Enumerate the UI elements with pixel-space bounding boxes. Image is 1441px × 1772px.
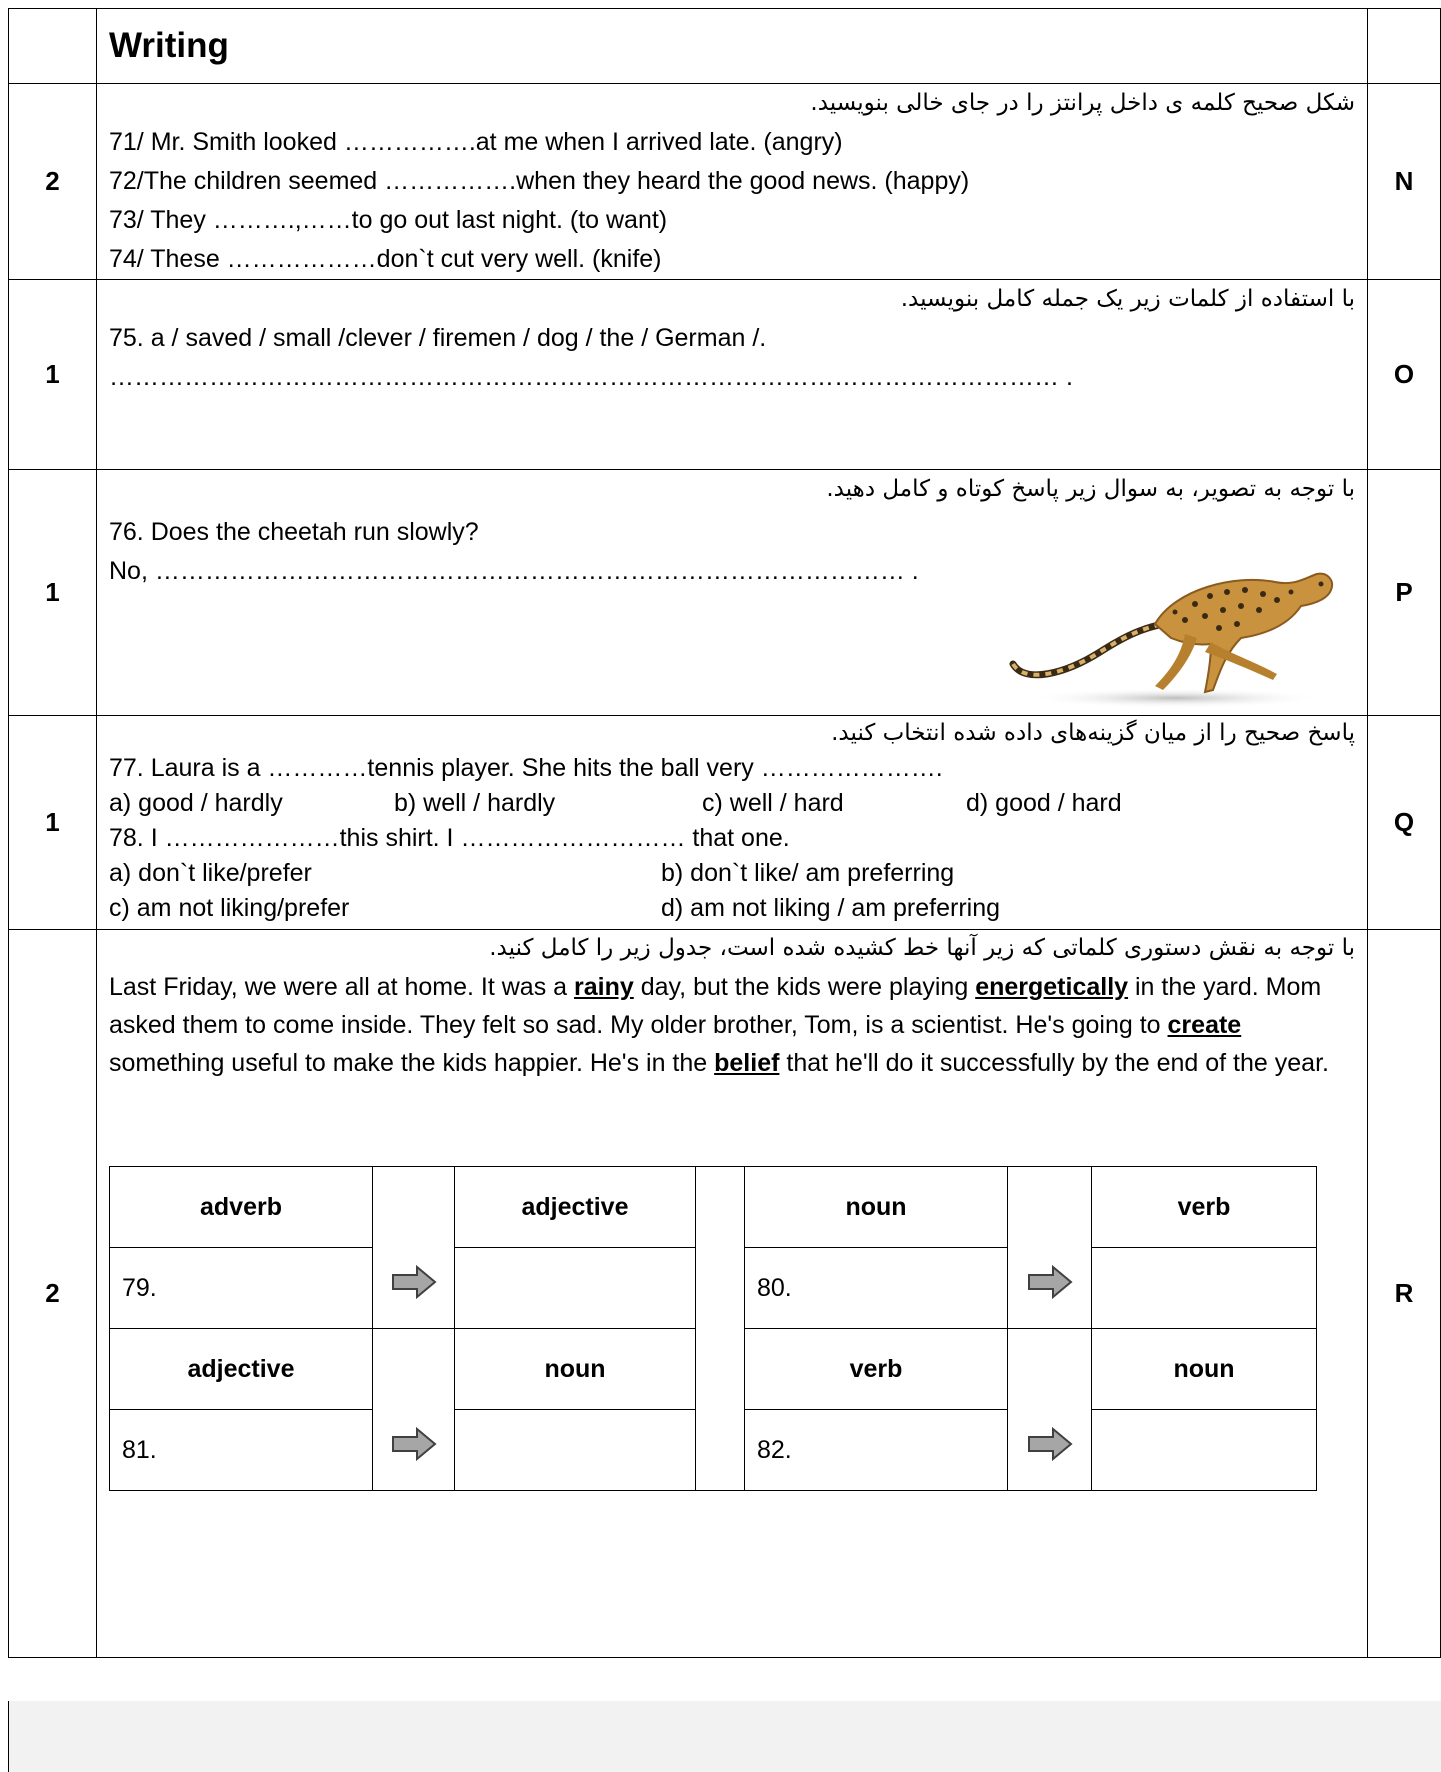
options-78-row2 — [109, 891, 1355, 926]
option-78-b: b) don`t like/ am preferring — [661, 859, 955, 887]
section-n — [9, 84, 1441, 280]
section-title: Writing — [109, 26, 229, 65]
score-n: 2 — [9, 84, 97, 280]
question-77: 77. Laura is a …………tennis player. She hits the ball very …………………. — [109, 754, 943, 782]
paragraph-text-4: something useful to make the kids happier. He's in the — [109, 1049, 715, 1077]
option-78-a: a) don`t like/prefer — [109, 859, 312, 887]
question-71: 71/ Mr. Smith looked …………….at me when I arrived late. (angry) — [109, 128, 843, 156]
grid-arrow-cell-4 — [1008, 1329, 1092, 1491]
options-78-row1 — [109, 856, 1355, 891]
content-r — [97, 930, 1368, 1658]
option-77-a: a) good / hardly — [109, 789, 283, 817]
underlined-word-belief: belief — [714, 1049, 780, 1077]
option-77-d: d) good / hard — [966, 789, 1122, 817]
grid-head-noun: noun — [745, 1167, 1008, 1248]
letter-o: O — [1368, 280, 1441, 470]
answer-cell-81[interactable]: 81. — [110, 1410, 373, 1491]
content-o — [97, 280, 1368, 470]
section-q — [9, 716, 1441, 930]
paragraph-text-3: in the yard. Mom asked them to come inside. They felt so sad. My older brother, Tom, is a scientist. He's going to — [109, 973, 1322, 1039]
section-r — [9, 930, 1441, 1658]
content-n — [97, 84, 1368, 280]
content-q — [97, 716, 1368, 930]
answer-cell-79-result[interactable] — [455, 1248, 696, 1329]
instruction-n: شکل صحیح کلمه ی داخل پرانتز را در جای خالی بنویسید. — [810, 90, 1355, 116]
section-p — [9, 470, 1441, 716]
underlined-word-rainy: rainy — [574, 973, 634, 1001]
letter-p: P — [1368, 470, 1441, 716]
score-o: 1 — [9, 280, 97, 470]
grid-head-verb-2: verb — [745, 1329, 1008, 1410]
footer-area — [8, 1701, 1441, 1772]
grid-head-noun-3: noun — [1092, 1329, 1317, 1410]
letter-r: R — [1368, 930, 1441, 1658]
right-arrow-icon — [1027, 1265, 1073, 1299]
score-r: 2 — [9, 930, 97, 1658]
instruction-p: با توجه به تصویر، به سوال زیر پاسخ کوتاه و کامل دهید. — [826, 476, 1355, 502]
grid-row-1-heads — [110, 1167, 1317, 1248]
right-arrow-icon — [391, 1427, 437, 1461]
score-q: 1 — [9, 716, 97, 930]
letter-q: Q — [1368, 716, 1441, 930]
grid-head-adjective-2: adjective — [110, 1329, 373, 1410]
grid-head-adverb: adverb — [110, 1167, 373, 1248]
reading-paragraph — [109, 968, 1355, 1082]
grid-arrow-cell-2 — [1008, 1167, 1092, 1329]
header-title-cell — [97, 9, 1368, 84]
answer-cell-82[interactable]: 82. — [745, 1410, 1008, 1491]
instruction-r: با توجه به نقش دستوری کلماتی که زیر آنها خط کشیده شده است، جدول زیر را کامل کنید. — [489, 935, 1355, 961]
question-72: 72/The children seemed …………….when they heard the good news. (happy) — [109, 167, 970, 195]
paragraph-text-5: that he'll do it successfully by the end of the year. — [779, 1049, 1329, 1077]
writing-exam-table — [8, 8, 1441, 1658]
underlined-word-energetically: energetically — [975, 973, 1129, 1001]
content-p-wrap — [109, 470, 1355, 701]
grid-arrow-cell-3 — [373, 1329, 455, 1491]
option-77-c: c) well / hard — [702, 789, 844, 817]
question-75: 75. a / saved / small /clever / firemen / dog / the / German /. — [109, 324, 767, 352]
answer-cell-80[interactable]: 80. — [745, 1248, 1008, 1329]
section-o — [9, 280, 1441, 470]
underlined-word-create: create — [1167, 1011, 1242, 1039]
word-form-table — [109, 1166, 1317, 1491]
grid-head-verb: verb — [1092, 1167, 1317, 1248]
option-77-b: b) well / hardly — [394, 789, 556, 817]
answer-cell-79[interactable]: 79. — [110, 1248, 373, 1329]
right-arrow-icon — [391, 1265, 437, 1299]
header-letter-cell — [1368, 9, 1441, 84]
right-arrow-icon — [1027, 1427, 1073, 1461]
grid-head-noun-2: noun — [455, 1329, 696, 1410]
options-77 — [109, 786, 1355, 821]
question-76: 76. Does the cheetah run slowly? — [109, 518, 479, 546]
answer-cell-82-result[interactable] — [1092, 1410, 1317, 1491]
option-78-d: d) am not liking / am preferring — [661, 894, 1001, 922]
grid-head-adjective: adjective — [455, 1167, 696, 1248]
question-73: 73/ They ……….,……to go out last night. (to want) — [109, 206, 668, 234]
paragraph-text-1: Last Friday, we were all at home. It was a — [109, 973, 575, 1001]
answer-line-76: No, ……………………………………………………………………………… . — [109, 557, 919, 585]
answer-line-75: …………………………………………………………………………………………………… . — [109, 363, 1073, 391]
answer-cell-80-result[interactable] — [1092, 1248, 1317, 1329]
instruction-o: با استفاده از کلمات زیر یک جمله کامل بنویسید. — [900, 286, 1355, 312]
option-78-c: c) am not liking/prefer — [109, 894, 350, 922]
grid-arrow-cell-1 — [373, 1167, 455, 1329]
score-p: 1 — [9, 470, 97, 716]
content-p — [97, 470, 1368, 716]
grid-spacer-column — [696, 1167, 745, 1491]
question-78: 78. I …………………this shirt. I ……………………… that one. — [109, 824, 790, 852]
question-74: 74/ These ………………don`t cut very well. (knife) — [109, 245, 662, 273]
paragraph-text-2: day, but the kids were playing — [633, 973, 976, 1001]
header-score-cell — [9, 9, 97, 84]
letter-n: N — [1368, 84, 1441, 280]
header-row — [9, 9, 1441, 84]
answer-cell-81-result[interactable] — [455, 1410, 696, 1491]
cheetah-image — [1005, 534, 1335, 714]
instruction-q: پاسخ صحیح را از میان گزینه‌های داده شده انتخاب کنید. — [831, 720, 1355, 746]
